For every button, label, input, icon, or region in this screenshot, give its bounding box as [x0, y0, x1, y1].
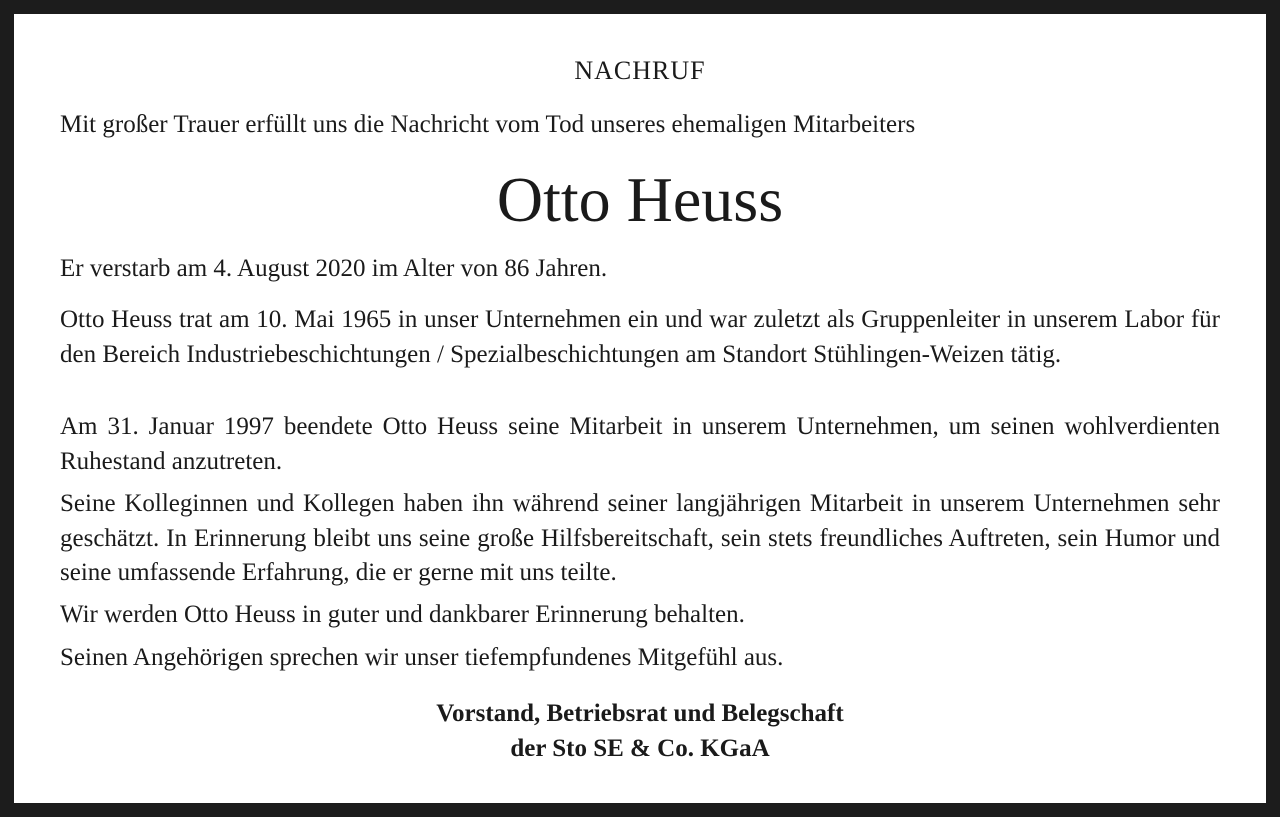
notice-heading: NACHRUF — [574, 56, 706, 85]
career-paragraph: Otto Heuss trat am 10. Mai 1965 in unser Unternehmen ein und war zuletzt als Gruppenleiter in unserem Labor für den Bereich Industriebeschichtungen / Spezialbeschichtungen am Standort Stühlingen-Weizen tätig. — [60, 306, 1220, 368]
obituary-notice — [14, 14, 1266, 803]
colleagues-paragraph: Seine Kolleginnen und Kollegen haben ihn während seiner langjährigen Mitarbeit in unserem Unternehmen sehr geschätzt. In Erinnerung bleibt uns seine große Hilfsbereitschaft, sein stets freundliches Auftreten, sein Humor und seine umfassende Erfahrung, die er gerne mit uns teilte. — [60, 490, 1220, 586]
sympathy-paragraph: Seinen Angehörigen sprechen wir unser tiefempfundenes Mitgefühl aus. — [60, 644, 784, 671]
signature-line-1: Vorstand, Betriebsrat und Belegschaft — [436, 700, 844, 727]
intro-text: Mit großer Trauer erfüllt uns die Nachricht vom Tod unseres ehemaligen Mitarbeiters — [60, 111, 916, 138]
deceased-name: Otto Heuss — [496, 164, 784, 235]
death-date-text: Er verstarb am 4. August 2020 im Alter von 86 Jahren. — [60, 255, 608, 282]
signature-line-2: der Sto SE & Co. KGaA — [510, 735, 770, 762]
retirement-paragraph: Am 31. Januar 1997 beendete Otto Heuss seine Mitarbeit in unserem Unternehmen, um seinen wohlverdienten Ruhestand anzutreten. — [60, 413, 1220, 475]
memory-paragraph: Wir werden Otto Heuss in guter und dankbarer Erinnerung behalten. — [60, 601, 745, 628]
